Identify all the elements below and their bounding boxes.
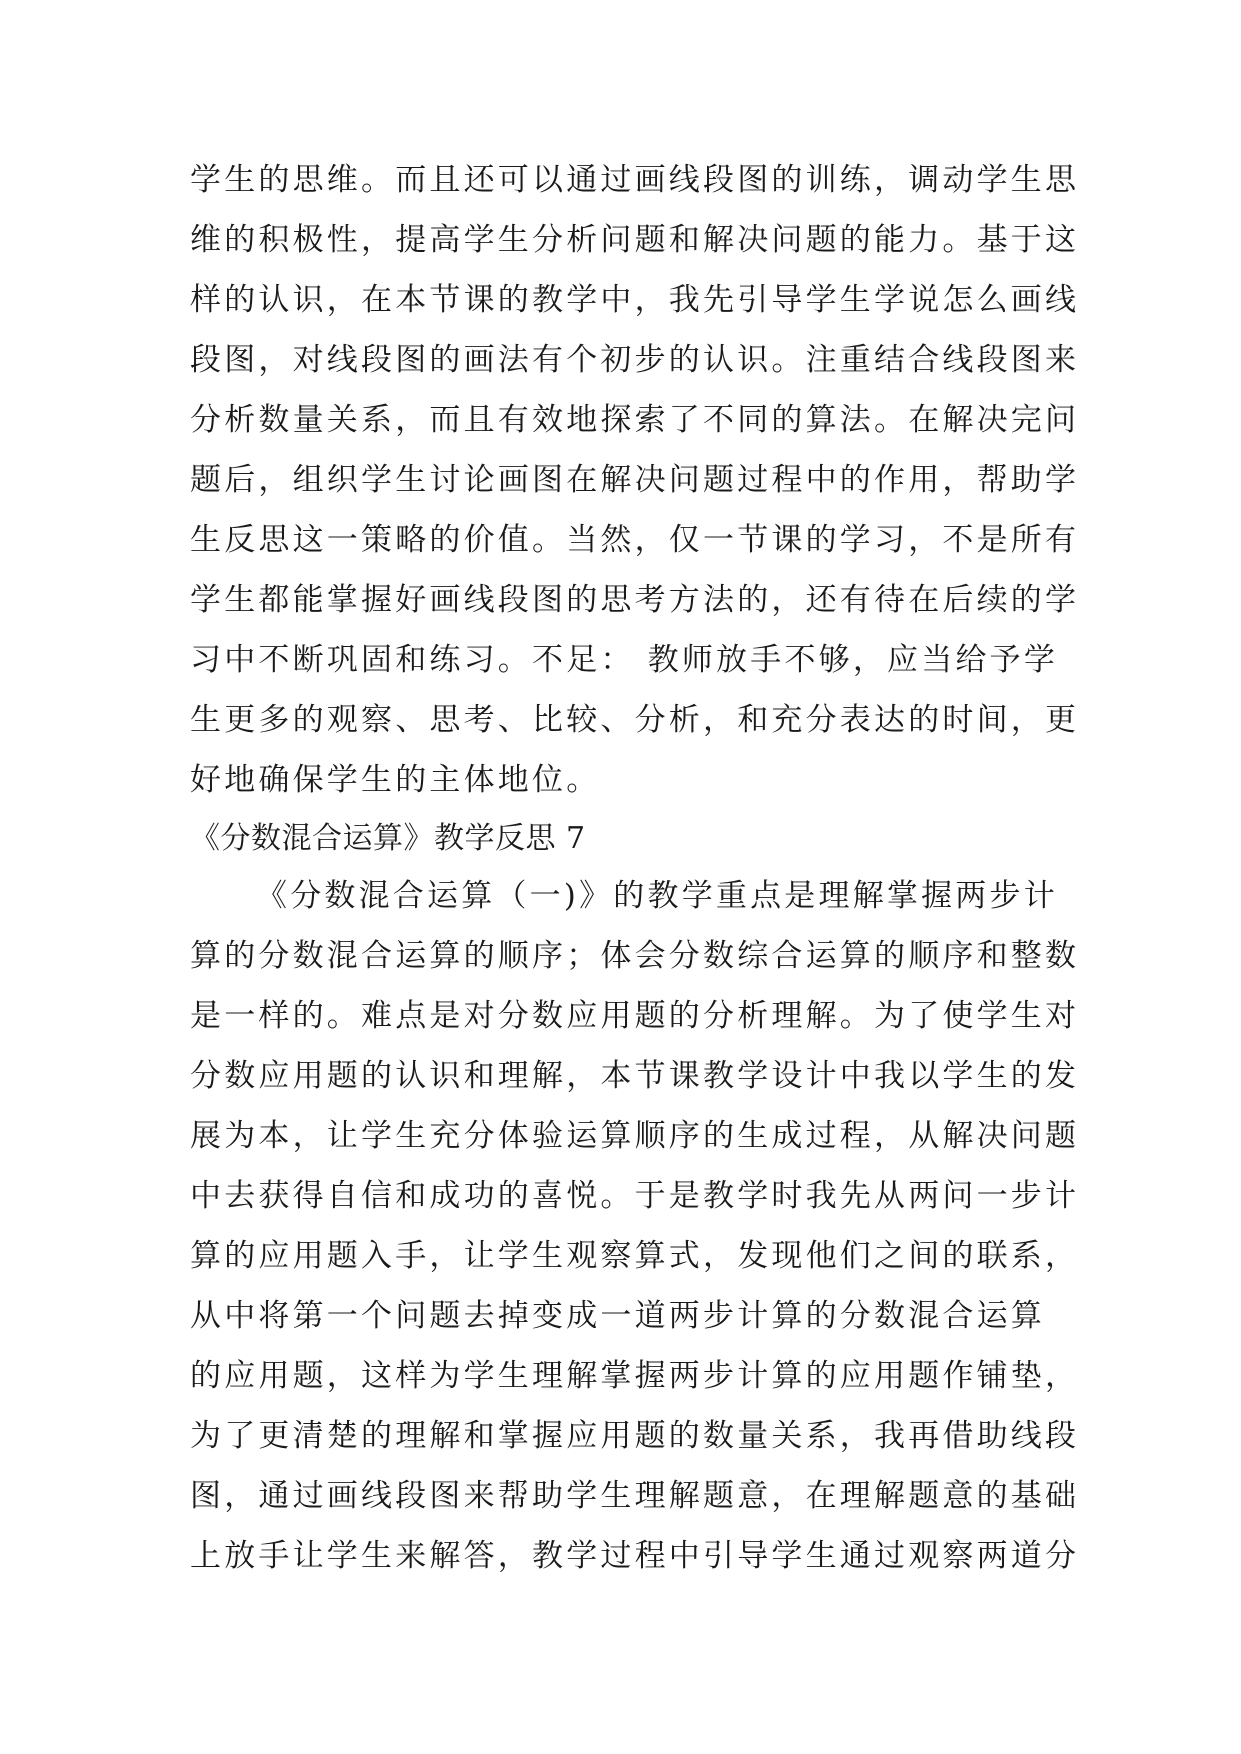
text-line: 图，通过画线段图来帮助学生理解题意，在理解题意的基础 <box>190 1478 1080 1514</box>
text-line: 题后，组织学生讨论画图在解决问题过程中的作用，帮助学 <box>190 462 1080 498</box>
paragraph-continued <box>190 150 1080 810</box>
text-line: 的应用题，这样为学生理解掌握两步计算的应用题作铺垫， <box>190 1358 1080 1394</box>
text-line: 分数应用题的认识和理解，本节课教学设计中我以学生的发 <box>190 1058 1080 1094</box>
paragraph-main <box>190 866 1080 1586</box>
text-line: 好地确保学生的主体地位。 <box>190 762 601 798</box>
text-line: 学生都能掌握好画线段图的思考方法的，还有待在后续的学 <box>190 582 1080 618</box>
text-line: 是一样的。难点是对分数应用题的分析理解。为了使学生对 <box>190 998 1080 1034</box>
text-line: 生反思这一策略的价值。当然，仅一节课的学习，不是所有 <box>190 522 1080 558</box>
text-line: 展为本，让学生充分体验运算顺序的生成过程，从解决问题 <box>190 1118 1080 1154</box>
text-line: 段图，对线段图的画法有个初步的认识。注重结合线段图来 <box>190 342 1080 378</box>
text-line: 学生的思维。而且还可以通过画线段图的训练，调动学生思 <box>190 162 1080 198</box>
text-line: 习中不断巩固和练习。不足： 教师放手不够，应当给予学 <box>190 642 1059 678</box>
section-heading: 《分数混合运算》教学反思 7 <box>190 821 586 856</box>
text-line: 样的认识，在本节课的教学中，我先引导学生学说怎么画线 <box>190 282 1080 318</box>
text-line: 算的分数混合运算的顺序；体会分数综合运算的顺序和整数 <box>190 938 1080 974</box>
text-line: 从中将第一个问题去掉变成一道两步计算的分数混合运算 <box>190 1298 1045 1334</box>
text-line: 算的应用题入手，让学生观察算式，发现他们之间的联系， <box>190 1238 1080 1274</box>
text-line: 上放手让学生来解答，教学过程中引导学生通过观察两道分 <box>190 1538 1080 1574</box>
text-line: 分析数量关系，而且有效地探索了不同的算法。在解决完问 <box>190 402 1080 438</box>
text-line: 为了更清楚的理解和掌握应用题的数量关系，我再借助线段 <box>190 1418 1080 1454</box>
text-line: 维的积极性，提高学生分析问题和解决问题的能力。基于这 <box>190 222 1080 258</box>
text-line: 《分数混合运算（一)》的教学重点是理解掌握两步计 <box>256 878 1058 914</box>
text-line: 中去获得自信和成功的喜悦。于是教学时我先从两问一步计 <box>190 1178 1080 1214</box>
text-line: 生更多的观察、思考、比较、分析，和充分表达的时间，更 <box>190 702 1080 738</box>
document-page <box>190 150 1080 1586</box>
